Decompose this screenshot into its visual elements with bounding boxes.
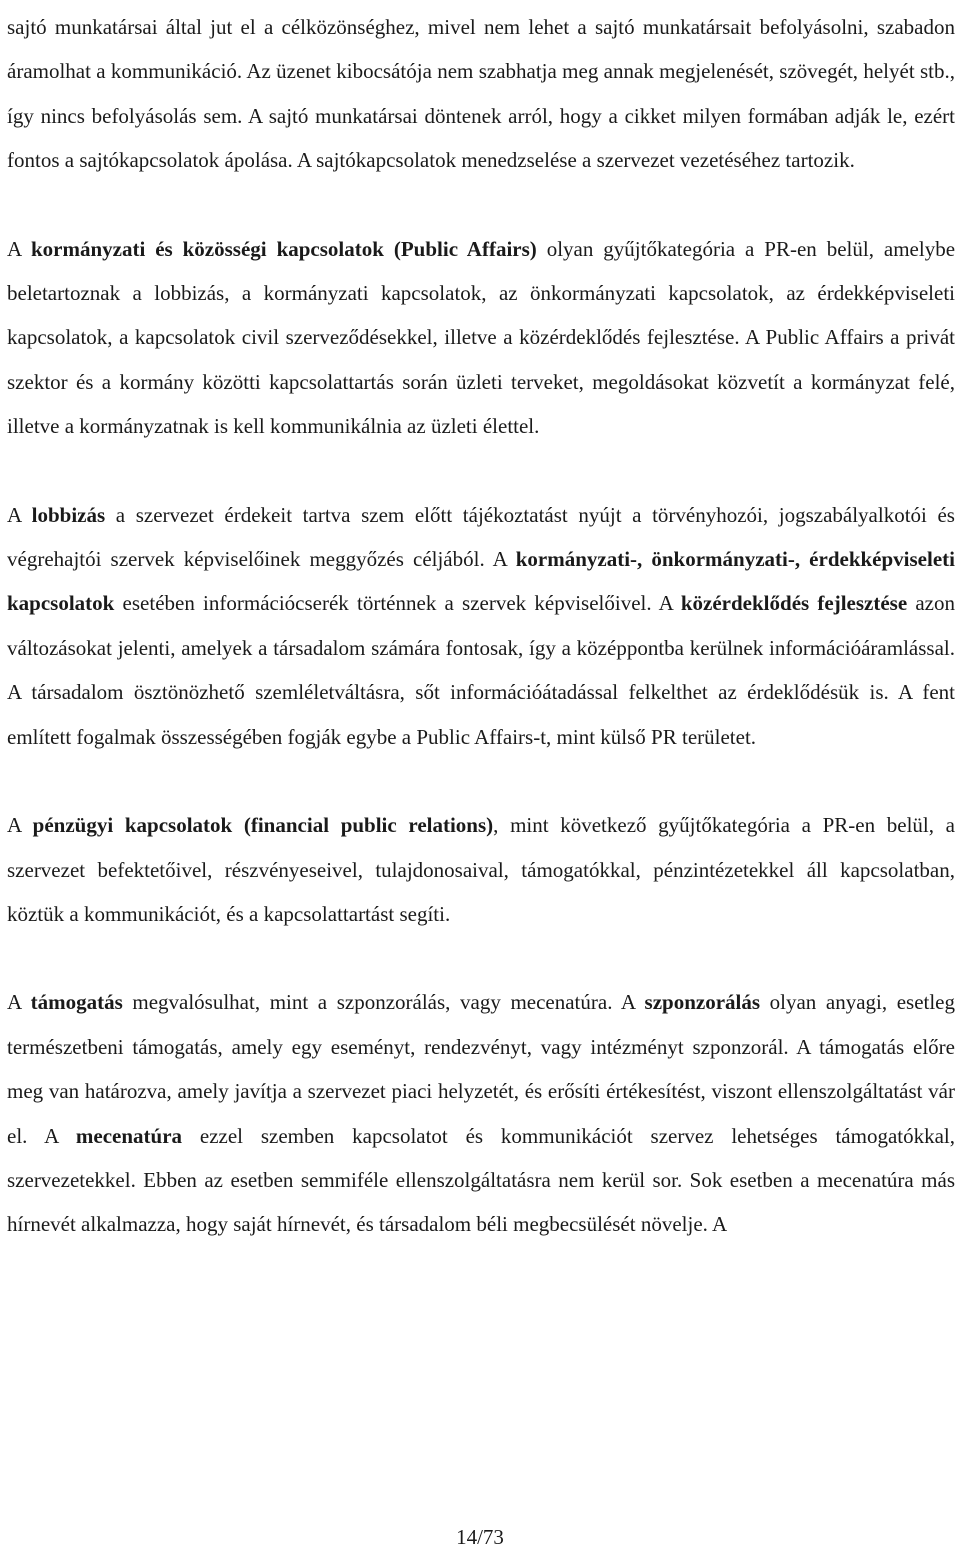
page-number: 14/73 xyxy=(456,1525,504,1549)
bold-term: pénzügyi kapcsolatok (financial public relations) xyxy=(32,813,494,838)
paragraph-text: olyan anyagi, esetleg természetbeni támogatás, amely egy eseményt, rendezvényt, vagy intézményt szponzorál. A támogatás előre meg van határozva, amely javítja a szervezet piaci helyzetét, és erősíti értékesítést, viszont ellenszolgáltatást vár el. A xyxy=(7,990,956,1148)
bold-term: támogatás xyxy=(30,990,123,1015)
document-body xyxy=(7,5,955,1247)
paragraph-sponsorship xyxy=(7,980,955,1246)
paragraph-text: A xyxy=(7,236,31,261)
paragraph-financial-relations xyxy=(7,803,955,936)
bold-term: közérdeklődés fejlesztése xyxy=(680,591,908,616)
bold-term: kormányzati és közösségi kapcsolatok (Public Affairs) xyxy=(30,236,537,261)
paragraph-text: a szervezet érdekeit tartva szem előtt tájékoztatást nyújt a törvényhozói, jogszabályalkotói és végrehajtói szervek képviselőinek meggyőzés céljából. A xyxy=(7,502,955,572)
paragraph-public-affairs xyxy=(7,227,955,449)
paragraph-text: A xyxy=(7,502,32,527)
bold-term: lobbizás xyxy=(31,502,106,527)
paragraph-press-relations xyxy=(7,5,955,183)
paragraph-text: A xyxy=(7,990,31,1015)
paragraph-text: ezzel szemben kapcsolatot és kommunikációt szervez lehetséges támogatókkal, szervezetekkel. Ebben az esetben semmiféle ellenszolgáltatásra nem kerül sor. Sok esetben a mecenatúra más hírnevét alkalmazza, hogy saját hírnevét, és társadalom béli megbecsülését növelje. A xyxy=(7,1123,956,1237)
paragraph-text: megvalósulhat, mint a szponzorálás, vagy mecenatúra. A xyxy=(122,990,645,1015)
paragraph-text: sajtó munkatársai által jut el a célközönséghez, mivel nem lehet a sajtó munkatársait befolyásolni, szabadon áramolhat a kommunikáció. Az üzenet kibocsátója nem szabhatja meg annak megjelenését, szövegét, helyét stb., így nincs befolyásolás sem. A sajtó munkatársai döntenek arról, hogy a cikket milyen formában adják le, ezért fontos a sajtókapcsolatok ápolása. A sajtókapcsolatok menedzselése a szervezet vezetéséhez tartozik. xyxy=(7,15,955,173)
bold-term: mecenatúra xyxy=(75,1123,183,1148)
paragraph-text: azon változásokat jelenti, amelyek a társadalom számára fontosak, így a középpontba kerülnek információáramlással. A társadalom ösztönözhető szemléletváltásra, sőt információátadással felkelthet az érdeklődésük is. A fent említett fogalmak összességében fogják egybe a Public Affairs-t, mint külső PR területet. xyxy=(7,591,955,749)
paragraph-lobbying xyxy=(7,493,955,759)
paragraph-text: olyan gyűjtőkategória a PR-en belül, amelybe beletartoznak a lobbizás, a kormányzati kapcsolatok, az önkormányzati kapcsolatok, az érdekképviseleti kapcsolatok, a kapcsolatok civil szerveződésekkel, illetve a közérdeklődés fejlesztése. A Public Affairs a privát szektor és a kormány közötti kapcsolattartás során üzleti terveket, megoldásokat közvetít a kormányzat felé, illetve a kormányzatnak is kell kommunikálnia az üzleti élettel. xyxy=(7,236,956,439)
bold-term: szponzorálás xyxy=(644,990,761,1015)
paragraph-text: A xyxy=(7,813,33,838)
paragraph-text: esetében információcserék történnek a szervek képviselőivel. A xyxy=(114,591,681,616)
paragraph-text: , mint következő gyűjtőkategória a PR-en belül, a szervezet befektetőivel, részvényeseivel, tulajdonosaival, támogatókkal, pénzintézetekkel áll kapcsolatban, köztük a kommunikációt, és a kapcsolattartást segíti. xyxy=(7,813,955,926)
bold-term: kormányzati-, önkormányzati-, érdekképviseleti kapcsolatok xyxy=(7,547,955,616)
